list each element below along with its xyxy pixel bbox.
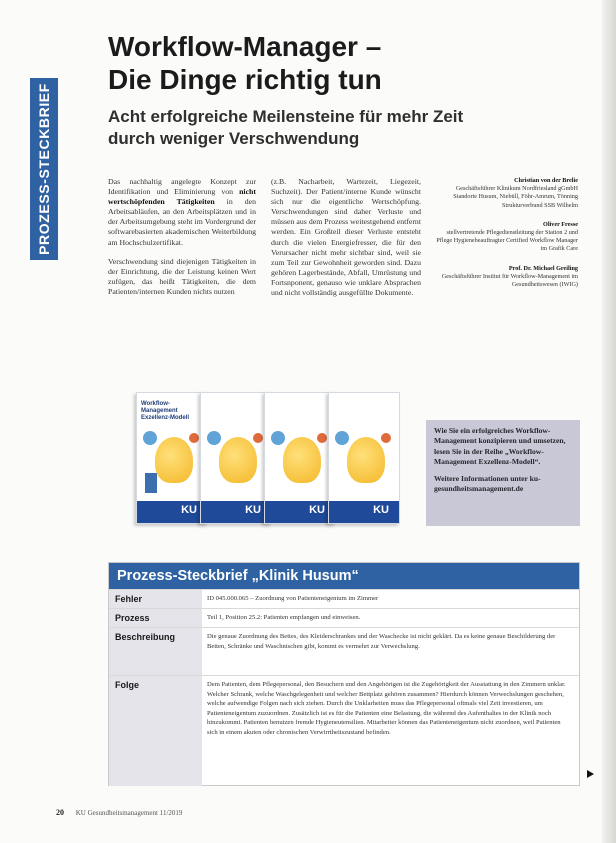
publication-source: KU Gesundheitsmanagement 11/2019 (75, 809, 183, 817)
table-row (109, 608, 579, 628)
page-fold-shadow (602, 0, 616, 843)
article-subtitle (108, 106, 548, 150)
paragraph: Verschwendung sind diejenigen Tätigkeiten in der Einrichtung, die der Leistung keinen Wert zufügen, das heißt Tätigkeiten, die dem Patienten/internen Kunden nichts nutzen (108, 256, 256, 296)
author-bio (434, 221, 578, 254)
book-title: Workflow-Management Exzellenz-Modell (141, 401, 190, 421)
profile-header: Prozess-Steckbrief „Klinik Husum“ (109, 563, 579, 589)
process-profile-table (108, 562, 580, 786)
promo-box (426, 420, 580, 526)
row-value: Dem Patienten, dem Pflegepersonal, den Besuchern und den Angehörigen ist die Zugehörigkeit der Ausstattung in den Zimmern unklar. Welcher Schrank, welche Waschgelegenheit und welcher Bettplatz gehören zusammen? Hierdurch können Verwechslungen geschehen, welche aufwendige Folgen nach sich ziehen. Durch die Unklarheiten muss das Pflegepersonal oftmals viel Zeit investieren, um Patienteneigentum zuzuordnen. Zusätzlich ist es für die Patienten eine Belastung, die während des Aufenthaltes in der Klinik noch hinzukommt. Patienten benutzen fremde Hygieneutensilien. Mitarbeiter können das Patienteneigentum nicht zuordnen, weil Patienten sich in einem akuten oder chronischen Verwirrtheitszustand befinden. (207, 681, 566, 736)
brand-logo: KU (181, 504, 197, 516)
row-label: Beschreibung (109, 628, 202, 676)
page-number: 20 (56, 808, 64, 817)
author-role: Geschäftsführer Klinikum Nordfriesland gGmbH Standorte Husum, Niebüll, Föhr-Amrum, Tönning Strukturverbund SSB Wilhelm (453, 185, 578, 209)
lightbulb-illustration (155, 437, 193, 483)
subtitle-line-2: durch weniger Verschwendung (108, 129, 360, 148)
page-footer (56, 808, 182, 817)
book-cover (328, 392, 400, 524)
row-value: Teil 1, Position 25.2: Patienten empfangen und einweisen. (207, 614, 361, 621)
author-bio (434, 177, 578, 210)
author-role: stellvertretende Pflegedienstleitung der Station 2 und Pflege Hygienebeauftragter Certified Workflow Manager im Grafik Care (436, 229, 578, 253)
promo-text: Wie Sie ein erfolgreiches Workflow-Management konzipieren und umsetzen, lesen Sie in der Reihe „Workflow-Management Exzellenz-Modell“. (434, 426, 566, 467)
article-title (108, 30, 528, 96)
brand-logo: KU (309, 504, 325, 516)
continue-arrow-icon (587, 770, 594, 778)
book-series-image (136, 392, 398, 524)
author-name: Christian von der Brelie (514, 177, 578, 184)
body-column-1 (108, 177, 256, 306)
author-bios (434, 177, 578, 300)
row-label: Folge (109, 676, 202, 786)
lightbulb-illustration (347, 437, 385, 483)
sidebar-label: PROZESS-STECKBRIEF (36, 83, 52, 255)
row-label: Fehler (109, 590, 202, 609)
paragraph: Das nachhaltig angelegte Konzept zur Identifikation und Eliminierung von nicht wertschöpfenden Tätigkeiten in den Arbeitsabläufen, an den Arbeitsplätzen und in der Arbeitsumgebung steht im Vordergrund der softwarebasierten akademischen Weiterbildung am Hochschulzertifikat. (108, 177, 256, 247)
table-row (109, 675, 579, 786)
brand-logo: KU (373, 504, 389, 516)
lightbulb-illustration (283, 437, 321, 483)
book-cover (264, 392, 336, 524)
paragraph: (z.B. Nacharbeit, Wartezeit, Liegezeit, Suchzeit). Der Patient/interne Kunde wünscht sich nur die eigentliche Wertschöpfung. Verschwendungen sind daher Verluste und müssen aus dem Prozess weitestgehend entfernt werden. Ein Großteil dieser Verluste entsteht durch die vielen Energiefresser, die für den Verursacher nicht mehr sichtbar sind, weil sie zum Teil zur Gewohnheit geworden sind. Dazu gehören Lagerbestände, Abfall, Umrüstung und Fortsnponent, genauso wie unklare Absprachen und nicht vollständig ausgefüllte Dokumente. (271, 177, 421, 298)
title-line-1: Workflow-Manager – (108, 31, 382, 62)
subtitle-line-1: Acht erfolgreiche Meilensteine für mehr Zeit (108, 107, 464, 126)
author-role: Geschäftsführer Institut für Workflow-Management im Gesundheitswesen (IWIG) (441, 272, 578, 289)
promo-link[interactable]: Weitere Informationen unter ku-gesundheitsmanagement.de (434, 473, 541, 494)
book-cover (136, 392, 208, 524)
brand-logo: KU (245, 504, 261, 516)
body-column-2 (271, 177, 421, 307)
table-row (109, 627, 579, 676)
row-value: Die genaue Zuordnung des Bettes, des Kleiderschrankes und der Waschecke ist nicht geklärt. Da es keine genaue Beschilderung der Betten, Schränke und Waschnischen gibt, kommt es vermehrt zur Verwechslung. (207, 633, 556, 650)
book-cover (200, 392, 272, 524)
row-label: Prozess (109, 609, 202, 628)
author-name: Oliver Fresse (543, 220, 578, 228)
emphasis: nicht wertschöpfenden Tätigkeiten (108, 187, 256, 207)
section-sidebar-tab (30, 78, 58, 260)
table-row (109, 589, 579, 609)
title-line-2: Die Dinge richtig tun (108, 64, 382, 95)
row-value: ID 045.000.065 – Zuordnung von Patienteneigentum im Zimmer (207, 595, 379, 602)
lightbulb-illustration (219, 437, 257, 483)
author-bio (434, 265, 578, 290)
author-name: Prof. Dr. Michael Greiling (508, 264, 578, 272)
